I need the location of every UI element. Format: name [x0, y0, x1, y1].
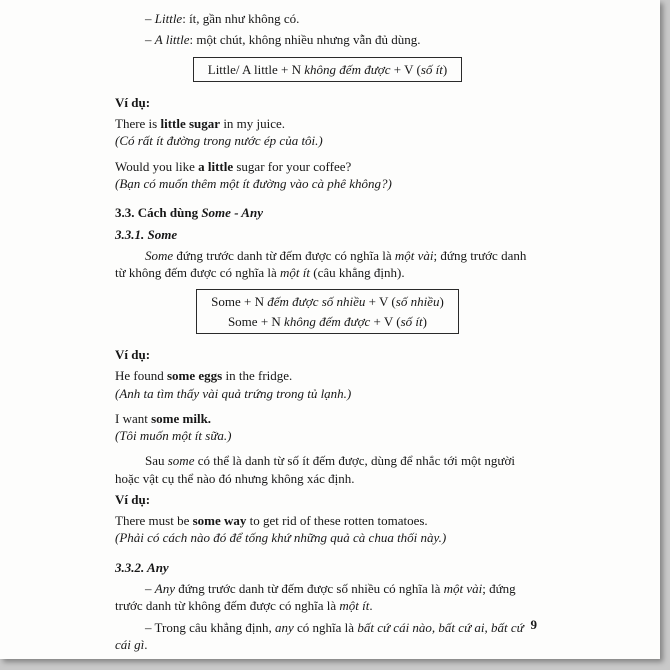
text-segment: He found — [115, 368, 167, 384]
text-segment: (Phải có cách nào đó để tống khứ những quả cà chua thối này.) — [115, 530, 447, 546]
text-segment: some — [167, 453, 195, 469]
text-segment: số ít — [400, 313, 423, 329]
formula-some-uncountable — [211, 313, 444, 330]
text-segment: Little/ A little + N — [207, 61, 305, 77]
text-segment: Little — [154, 11, 183, 26]
text-segment: . — [369, 598, 373, 614]
definition-little — [115, 10, 540, 27]
text-segment: ) — [422, 313, 428, 329]
text-segment: : một chút, không nhiều nhưng vẫn đủ dùng. — [189, 32, 421, 48]
text-segment: – — [145, 581, 155, 597]
text-segment: – Trong câu khẳng định, — [145, 619, 275, 635]
text-segment: 3.3. Cách dùng — [115, 205, 202, 221]
paragraph-any-1 — [115, 580, 540, 615]
text-segment: : ít, gần như không có. — [182, 11, 300, 26]
paragraph-sau-some — [115, 452, 540, 487]
text-segment: a little — [198, 158, 234, 174]
definition-a-little — [115, 31, 540, 48]
text-segment: There is — [115, 116, 161, 132]
example-sentence — [115, 512, 540, 529]
text-segment: little sugar — [160, 116, 221, 132]
formula-box-little — [193, 57, 463, 82]
text-segment: có nghĩa là — [293, 619, 358, 635]
example-sentence — [115, 367, 540, 384]
vi-du-label: Ví dụ: — [115, 94, 151, 110]
text-segment: any — [275, 619, 294, 635]
text-segment: (Tôi muốn một ít sữa.) — [115, 428, 232, 444]
example-sentence — [115, 115, 540, 132]
section-heading-3-3-2 — [115, 559, 540, 576]
paragraph-any-2 — [115, 619, 540, 654]
text-segment: in my juice. — [220, 116, 286, 132]
translation-line — [115, 427, 540, 444]
text-segment: Some — [145, 247, 174, 263]
example-sentence — [115, 158, 540, 175]
translation-line — [115, 529, 540, 546]
section-heading-3-3 — [115, 204, 540, 221]
text-segment: (Bạn có muốn thêm một ít đường vào cà phê không?) — [115, 175, 392, 191]
text-segment: (câu khẳng định). — [310, 265, 405, 281]
text-segment: Sau — [145, 453, 168, 469]
text-segment: Some - Any — [201, 205, 263, 221]
translation-line — [115, 132, 540, 149]
text-segment: some way — [192, 513, 247, 529]
text-segment: some milk. — [151, 410, 212, 426]
text-segment: sugar for your coffee? — [233, 158, 352, 174]
text-segment: + V ( — [390, 61, 421, 77]
text-segment: I want — [115, 410, 152, 426]
text-segment: (Có rất ít đường trong nước ép của tôi.) — [115, 133, 323, 149]
text-segment: Any — [154, 581, 175, 597]
text-segment: không đếm được — [284, 313, 371, 329]
text-segment: ; đứng trước danh từ không đếm được có nghĩa là — [115, 581, 516, 614]
text-segment: . — [144, 636, 148, 652]
text-segment: A little — [154, 32, 190, 48]
text-segment: ; đứng trước danh từ không đếm được có nghĩa là — [115, 247, 527, 281]
text-segment: some eggs — [167, 368, 223, 384]
text-segment: + V ( — [370, 313, 401, 329]
text-segment: một ít — [280, 265, 310, 281]
text-segment: đứng trước danh từ đếm được số nhiều có nghĩa là — [174, 581, 444, 597]
text-segment: bất cứ cái nào, bất cứ ai, bất cứ cái gì — [115, 619, 524, 652]
text-segment: (Anh ta tìm thấy vài quả trứng trong tủ lạnh.) — [115, 385, 352, 401]
text-segment: + V ( — [365, 294, 396, 310]
text-segment: số ít — [420, 61, 443, 77]
vi-du-label: Ví dụ: — [115, 346, 151, 362]
text-segment: một vài — [443, 581, 483, 597]
text-segment: Some + N — [227, 313, 285, 329]
text-segment: to get rid of these rotten tomatoes. — [246, 513, 428, 529]
text-segment: in the fridge. — [222, 368, 293, 384]
text-segment: đứng trước danh từ đếm được có nghĩa là — [173, 247, 395, 263]
formula-some-plural — [211, 293, 444, 310]
text-segment: có thể là danh từ số ít đếm được, dùng để nhắc tới một người hoặc vật cụ thể nào đó nhưng không xác định. — [115, 453, 515, 486]
text-segment: số nhiều — [395, 294, 440, 310]
text-segment: – — [145, 32, 155, 48]
example-sentence — [115, 410, 540, 427]
vi-du-label: Ví dụ: — [115, 491, 151, 507]
section-heading-3-3-1 — [115, 226, 540, 243]
formula-little-line — [208, 61, 448, 78]
text-segment: There must be — [115, 513, 193, 529]
text-segment: ) — [442, 61, 448, 77]
text-segment: Would you like — [115, 158, 199, 174]
translation-line — [115, 385, 540, 402]
text-segment: Any — [147, 559, 169, 575]
text-segment: một vài — [394, 247, 434, 263]
text-segment: đếm được số nhiều — [267, 294, 366, 310]
formula-box-some — [196, 289, 459, 334]
text-segment: một ít — [339, 598, 370, 614]
text-segment: Some + N — [211, 294, 268, 310]
text-segment: không đếm được — [304, 61, 391, 77]
text-segment: – — [145, 11, 155, 26]
paragraph-some-usage — [115, 247, 540, 282]
text-segment: ) — [439, 294, 444, 310]
text-segment: 3.3.1. — [115, 226, 148, 242]
text-segment: 3.3.2. — [115, 559, 148, 575]
text-segment: Some — [147, 226, 178, 242]
page-number: 9 — [530, 616, 537, 632]
translation-line — [115, 175, 540, 192]
